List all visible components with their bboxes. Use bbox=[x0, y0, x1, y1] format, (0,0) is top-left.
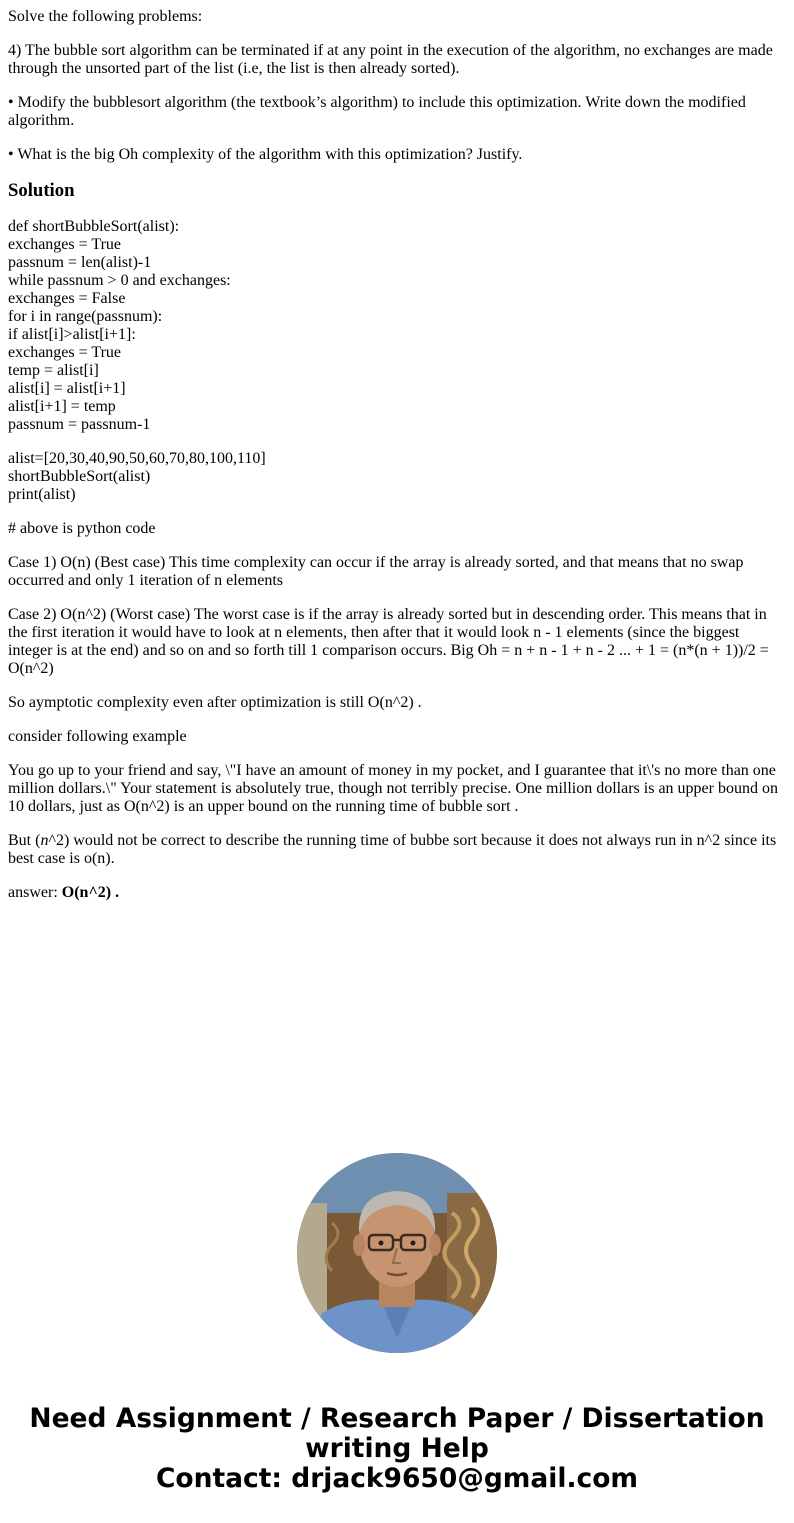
code-block bbox=[8, 218, 786, 434]
example-text: You go up to your friend and say, \"I have an amount of money in my pocket, and I guarantee that it\'s no more than one million dollars.\" Your statement is absolutely true, though not terribly precise. One million dollars is an upper bound on 10 dollars, just as O(n^2) is an upper bound on the running time of bubble sort . bbox=[8, 762, 778, 815]
usage-line: alist=[20,30,40,90,50,60,70,80,100,110] bbox=[8, 450, 266, 467]
code-line: alist[i] = alist[i+1] bbox=[8, 380, 126, 397]
footer-banner bbox=[0, 1404, 794, 1494]
footer-line-2: writing Help bbox=[305, 1433, 489, 1464]
code-comment: # above is python code bbox=[8, 520, 156, 537]
document-body bbox=[8, 8, 786, 918]
usage-line: print(alist) bbox=[8, 486, 76, 503]
case-2-text: Case 2) O(n^2) (Worst case) The worst case is if the array is already sorted but in descending order. This means that in the first iteration it would have to look at n elements, then after that it would look n - 1 elements (since the biggest integer is at the end) and so on and so forth till 1 comparison occurs. Big Oh = n + n - 1 + n - 2 ... + 1 = (n*(n + 1))/2 = O(n^2) bbox=[8, 606, 769, 677]
code-line: if alist[i]>alist[i+1]: bbox=[8, 326, 136, 343]
footer-line-1: Need Assignment / Research Paper / Dissertation bbox=[29, 1403, 765, 1434]
question-intro: Solve the following problems: bbox=[8, 8, 203, 25]
but-prefix: But ( bbox=[8, 832, 41, 849]
code-line: def shortBubbleSort(alist): bbox=[8, 218, 180, 235]
answer-label: answer: bbox=[8, 884, 62, 901]
usage-line: shortBubbleSort(alist) bbox=[8, 468, 151, 485]
but-text bbox=[8, 832, 786, 868]
code-line: passnum = len(alist)-1 bbox=[8, 254, 152, 271]
bullet-modify: • Modify the bubblesort algorithm (the textbook’s algorithm) to include this optimization. Write down the modified algorithm. bbox=[8, 94, 746, 129]
code-line: temp = alist[i] bbox=[8, 362, 99, 379]
asymptotic-text: So aymptotic complexity even after optimization is still O(n^2) . bbox=[8, 694, 422, 711]
author-photo bbox=[297, 1153, 497, 1353]
footer-contact: Contact: drjack9650@gmail.com bbox=[155, 1463, 639, 1494]
code-line: exchanges = False bbox=[8, 290, 126, 307]
code-line: while passnum > 0 and exchanges: bbox=[8, 272, 231, 289]
answer-line bbox=[8, 884, 786, 902]
code-line: passnum = passnum-1 bbox=[8, 416, 151, 433]
solution-heading: Solution bbox=[8, 180, 75, 201]
consider-text: consider following example bbox=[8, 728, 187, 745]
case-1-text: Case 1) O(n) (Best case) This time complexity can occur if the array is already sorted, and that means that no swap occurred and only 1 iteration of n elements bbox=[8, 554, 744, 589]
problem-statement: 4) The bubble sort algorithm can be terminated if at any point in the execution of the algorithm, no exchanges are made through the unsorted part of the list (i.e, the list is then already sorted). bbox=[8, 42, 773, 77]
portrait-image bbox=[297, 1153, 497, 1353]
code-line: exchanges = True bbox=[8, 236, 122, 253]
bullet-complexity: • What is the big Oh complexity of the algorithm with this optimization? Justify. bbox=[8, 146, 523, 163]
code-line: alist[i+1] = temp bbox=[8, 398, 116, 415]
but-suffix: ^2) would not be correct to describe the running time of bubbe sort because it does not always run in n^2 since its best case is o(n). bbox=[8, 832, 777, 867]
usage-block bbox=[8, 450, 786, 504]
code-line: exchanges = True bbox=[8, 344, 122, 361]
answer-value: O(n^2) . bbox=[61, 884, 120, 901]
but-italic-n: n bbox=[40, 832, 49, 849]
code-line: for i in range(passnum): bbox=[8, 308, 163, 325]
